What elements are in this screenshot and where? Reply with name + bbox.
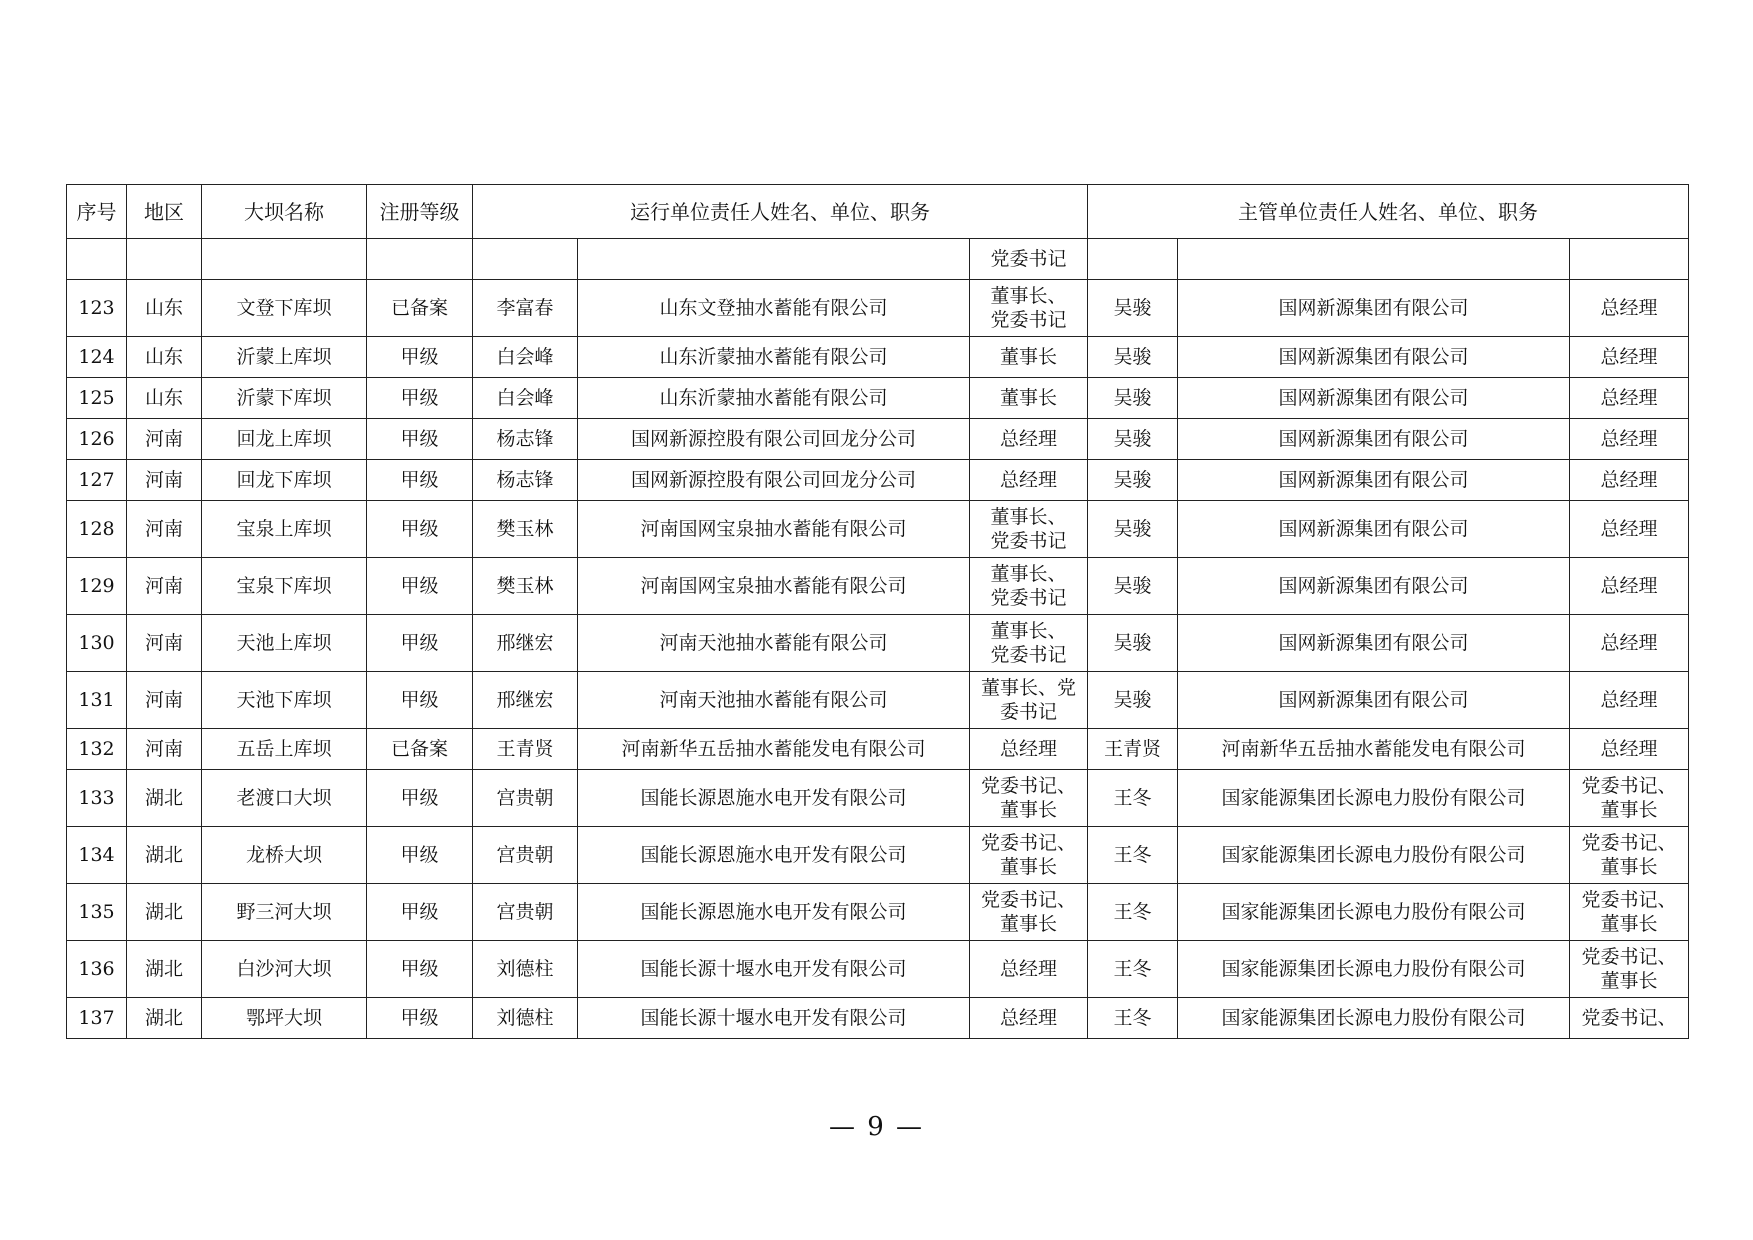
- cell-op-name: 邢继宏: [473, 672, 578, 729]
- cell-region: 湖北: [127, 998, 202, 1039]
- cell-region: 河南: [127, 460, 202, 501]
- cell-op-title: 党委书记、 董事长: [970, 884, 1088, 941]
- table-body: [67, 239, 1689, 1039]
- cell-mg-title: 总经理: [1570, 378, 1689, 419]
- cell-op-unit: 国能长源恩施水电开发有限公司: [578, 884, 970, 941]
- header-dam-name: 大坝名称: [202, 185, 367, 239]
- cell-mg-title: 总经理: [1570, 337, 1689, 378]
- cell-dam: 回龙上库坝: [202, 419, 367, 460]
- cell-op-title: 董事长: [970, 378, 1088, 419]
- cell-dam: [202, 239, 367, 280]
- cell-mg-title: 总经理: [1570, 501, 1689, 558]
- cell-region: 河南: [127, 558, 202, 615]
- cell-level: 已备案: [367, 280, 473, 337]
- cell-dam: 天池下库坝: [202, 672, 367, 729]
- cell-level: 甲级: [367, 998, 473, 1039]
- cell-level: 甲级: [367, 672, 473, 729]
- cell-op-title: 董事长、 党委书记: [970, 280, 1088, 337]
- cell-dam: 天池上库坝: [202, 615, 367, 672]
- cell-op-unit: 山东沂蒙抽水蓄能有限公司: [578, 337, 970, 378]
- cell-op-title: 党委书记: [970, 239, 1088, 280]
- cell-op-name: [473, 239, 578, 280]
- cell-level: 甲级: [367, 615, 473, 672]
- table-row: [67, 827, 1689, 884]
- cell-op-unit: 国能长源恩施水电开发有限公司: [578, 827, 970, 884]
- cell-level: 已备案: [367, 729, 473, 770]
- cell-op-name: 宫贵朝: [473, 770, 578, 827]
- cell-op-name: 刘德柱: [473, 941, 578, 998]
- cell-op-title: 总经理: [970, 460, 1088, 501]
- cell-op-name: 杨志锋: [473, 419, 578, 460]
- header-seq: 序号: [67, 185, 127, 239]
- cell-dam: 老渡口大坝: [202, 770, 367, 827]
- cell-mg-title: 总经理: [1570, 558, 1689, 615]
- cell-seq: 125: [67, 378, 127, 419]
- cell-region: 河南: [127, 615, 202, 672]
- cell-region: 山东: [127, 337, 202, 378]
- cell-region: 湖北: [127, 941, 202, 998]
- cell-mg-name: 吴骏: [1088, 460, 1178, 501]
- table-row: [67, 941, 1689, 998]
- cell-region: [127, 239, 202, 280]
- table-row: [67, 280, 1689, 337]
- cell-region: 河南: [127, 672, 202, 729]
- cell-dam: 龙桥大坝: [202, 827, 367, 884]
- cell-seq: 123: [67, 280, 127, 337]
- cell-op-title: 董事长、 党委书记: [970, 615, 1088, 672]
- cell-mg-title: 总经理: [1570, 280, 1689, 337]
- cell-op-title: 总经理: [970, 941, 1088, 998]
- cell-mg-name: 吴骏: [1088, 672, 1178, 729]
- cell-dam: 沂蒙上库坝: [202, 337, 367, 378]
- table-row: [67, 884, 1689, 941]
- cell-mg-unit: 国网新源集团有限公司: [1178, 672, 1570, 729]
- cell-mg-title: [1570, 239, 1689, 280]
- cell-op-unit: 河南国网宝泉抽水蓄能有限公司: [578, 501, 970, 558]
- cell-seq: 132: [67, 729, 127, 770]
- cell-seq: 130: [67, 615, 127, 672]
- cell-mg-unit: 国网新源集团有限公司: [1178, 419, 1570, 460]
- cell-seq: 134: [67, 827, 127, 884]
- cell-seq: 137: [67, 998, 127, 1039]
- cell-mg-name: 吴骏: [1088, 615, 1178, 672]
- cell-mg-name: 王冬: [1088, 998, 1178, 1039]
- header-managing-unit: 主管单位责任人姓名、单位、职务: [1088, 185, 1689, 239]
- cell-mg-name: 王冬: [1088, 827, 1178, 884]
- cell-op-title: 总经理: [970, 998, 1088, 1039]
- cell-dam: 野三河大坝: [202, 884, 367, 941]
- cell-op-unit: 河南天池抽水蓄能有限公司: [578, 672, 970, 729]
- dam-responsibility-table: [66, 184, 1689, 1039]
- cell-op-title: 董事长、党 委书记: [970, 672, 1088, 729]
- table-row: [67, 672, 1689, 729]
- header-row: [67, 185, 1689, 239]
- cell-mg-name: 吴骏: [1088, 558, 1178, 615]
- table-row: [67, 558, 1689, 615]
- cell-level: 甲级: [367, 884, 473, 941]
- cell-mg-unit: 国网新源集团有限公司: [1178, 280, 1570, 337]
- cell-mg-name: 王青贤: [1088, 729, 1178, 770]
- cell-dam: 白沙河大坝: [202, 941, 367, 998]
- cell-dam: 回龙下库坝: [202, 460, 367, 501]
- cell-mg-unit: [1178, 239, 1570, 280]
- table-row: [67, 615, 1689, 672]
- cell-op-unit: 河南天池抽水蓄能有限公司: [578, 615, 970, 672]
- cell-mg-title: 总经理: [1570, 615, 1689, 672]
- cell-dam: 宝泉下库坝: [202, 558, 367, 615]
- cell-seq: 135: [67, 884, 127, 941]
- cell-op-unit: 山东文登抽水蓄能有限公司: [578, 280, 970, 337]
- cell-op-unit: 国网新源控股有限公司回龙分公司: [578, 460, 970, 501]
- cell-mg-name: 吴骏: [1088, 501, 1178, 558]
- cell-op-name: 王青贤: [473, 729, 578, 770]
- cell-mg-unit: 国家能源集团长源电力股份有限公司: [1178, 827, 1570, 884]
- cell-mg-unit: 国家能源集团长源电力股份有限公司: [1178, 941, 1570, 998]
- cell-op-name: 邢继宏: [473, 615, 578, 672]
- cell-level: 甲级: [367, 501, 473, 558]
- cell-op-unit: 国能长源十堰水电开发有限公司: [578, 998, 970, 1039]
- cell-level: 甲级: [367, 419, 473, 460]
- cell-op-title: 董事长、 党委书记: [970, 501, 1088, 558]
- cell-op-name: 杨志锋: [473, 460, 578, 501]
- cell-region: 山东: [127, 378, 202, 419]
- cell-mg-name: [1088, 239, 1178, 280]
- cell-mg-unit: 国网新源集团有限公司: [1178, 558, 1570, 615]
- cell-mg-unit: 国家能源集团长源电力股份有限公司: [1178, 770, 1570, 827]
- cell-region: 湖北: [127, 770, 202, 827]
- cell-level: 甲级: [367, 770, 473, 827]
- cell-mg-title: 总经理: [1570, 419, 1689, 460]
- cell-op-unit: 河南新华五岳抽水蓄能发电有限公司: [578, 729, 970, 770]
- cell-op-unit: 河南国网宝泉抽水蓄能有限公司: [578, 558, 970, 615]
- cell-mg-unit: 国网新源集团有限公司: [1178, 378, 1570, 419]
- cell-level: [367, 239, 473, 280]
- cell-op-name: 樊玉林: [473, 501, 578, 558]
- cell-op-name: 宫贵朝: [473, 827, 578, 884]
- cell-mg-title: 党委书记、 董事长: [1570, 884, 1689, 941]
- cell-seq: 127: [67, 460, 127, 501]
- cell-mg-unit: 国网新源集团有限公司: [1178, 337, 1570, 378]
- cell-mg-unit: 国家能源集团长源电力股份有限公司: [1178, 884, 1570, 941]
- cell-mg-unit: 国家能源集团长源电力股份有限公司: [1178, 998, 1570, 1039]
- cell-mg-unit: 河南新华五岳抽水蓄能发电有限公司: [1178, 729, 1570, 770]
- page-number: — 9 —: [828, 1112, 925, 1142]
- cell-seq: 133: [67, 770, 127, 827]
- cell-seq: 126: [67, 419, 127, 460]
- cell-seq: [67, 239, 127, 280]
- cell-level: 甲级: [367, 460, 473, 501]
- cell-seq: 124: [67, 337, 127, 378]
- table-row: [67, 501, 1689, 558]
- cell-op-name: 李富春: [473, 280, 578, 337]
- cell-op-title: 董事长: [970, 337, 1088, 378]
- cell-op-title: 党委书记、 董事长: [970, 770, 1088, 827]
- cell-seq: 131: [67, 672, 127, 729]
- header-region: 地区: [127, 185, 202, 239]
- cell-mg-unit: 国网新源集团有限公司: [1178, 615, 1570, 672]
- cell-op-unit: 山东沂蒙抽水蓄能有限公司: [578, 378, 970, 419]
- cell-level: 甲级: [367, 827, 473, 884]
- cell-level: 甲级: [367, 378, 473, 419]
- cell-level: 甲级: [367, 337, 473, 378]
- cell-region: 河南: [127, 419, 202, 460]
- cell-mg-name: 吴骏: [1088, 280, 1178, 337]
- cell-mg-title: 党委书记、 董事长: [1570, 770, 1689, 827]
- table-row: [67, 419, 1689, 460]
- cell-op-name: 樊玉林: [473, 558, 578, 615]
- cell-op-title: 总经理: [970, 729, 1088, 770]
- cell-seq: 129: [67, 558, 127, 615]
- table-row: [67, 337, 1689, 378]
- cell-seq: 136: [67, 941, 127, 998]
- cell-op-name: 刘德柱: [473, 998, 578, 1039]
- cell-op-name: 白会峰: [473, 378, 578, 419]
- cell-mg-title: 党委书记、 董事长: [1570, 941, 1689, 998]
- header-operating-unit: 运行单位责任人姓名、单位、职务: [473, 185, 1088, 239]
- cell-op-name: 白会峰: [473, 337, 578, 378]
- cell-dam: 沂蒙下库坝: [202, 378, 367, 419]
- cell-mg-name: 吴骏: [1088, 378, 1178, 419]
- cell-mg-unit: 国网新源集团有限公司: [1178, 501, 1570, 558]
- cell-dam: 宝泉上库坝: [202, 501, 367, 558]
- cell-mg-title: 党委书记、: [1570, 998, 1689, 1039]
- cell-dam: 五岳上库坝: [202, 729, 367, 770]
- cell-mg-title: 总经理: [1570, 672, 1689, 729]
- table-row: [67, 378, 1689, 419]
- cell-region: 湖北: [127, 827, 202, 884]
- table-row: [67, 460, 1689, 501]
- cell-op-unit: 国网新源控股有限公司回龙分公司: [578, 419, 970, 460]
- cell-region: 山东: [127, 280, 202, 337]
- header-reg-level: 注册等级: [367, 185, 473, 239]
- cell-op-unit: [578, 239, 970, 280]
- cell-op-title: 党委书记、 董事长: [970, 827, 1088, 884]
- cell-op-unit: 国能长源恩施水电开发有限公司: [578, 770, 970, 827]
- cell-region: 湖北: [127, 884, 202, 941]
- cell-level: 甲级: [367, 558, 473, 615]
- cell-mg-title: 总经理: [1570, 729, 1689, 770]
- cell-mg-name: 王冬: [1088, 941, 1178, 998]
- cell-region: 河南: [127, 729, 202, 770]
- table-row: [67, 998, 1689, 1039]
- table-row: [67, 770, 1689, 827]
- cell-mg-title: 党委书记、 董事长: [1570, 827, 1689, 884]
- cell-mg-title: 总经理: [1570, 460, 1689, 501]
- table-row: [67, 729, 1689, 770]
- cell-mg-name: 王冬: [1088, 884, 1178, 941]
- cell-op-title: 董事长、 党委书记: [970, 558, 1088, 615]
- cell-mg-unit: 国网新源集团有限公司: [1178, 460, 1570, 501]
- cell-op-title: 总经理: [970, 419, 1088, 460]
- cell-level: 甲级: [367, 941, 473, 998]
- cell-mg-name: 吴骏: [1088, 419, 1178, 460]
- cell-mg-name: 王冬: [1088, 770, 1178, 827]
- table-row-continuation: [67, 239, 1689, 280]
- cell-op-unit: 国能长源十堰水电开发有限公司: [578, 941, 970, 998]
- cell-mg-name: 吴骏: [1088, 337, 1178, 378]
- cell-seq: 128: [67, 501, 127, 558]
- cell-region: 河南: [127, 501, 202, 558]
- cell-dam: 鄂坪大坝: [202, 998, 367, 1039]
- cell-dam: 文登下库坝: [202, 280, 367, 337]
- cell-op-name: 宫贵朝: [473, 884, 578, 941]
